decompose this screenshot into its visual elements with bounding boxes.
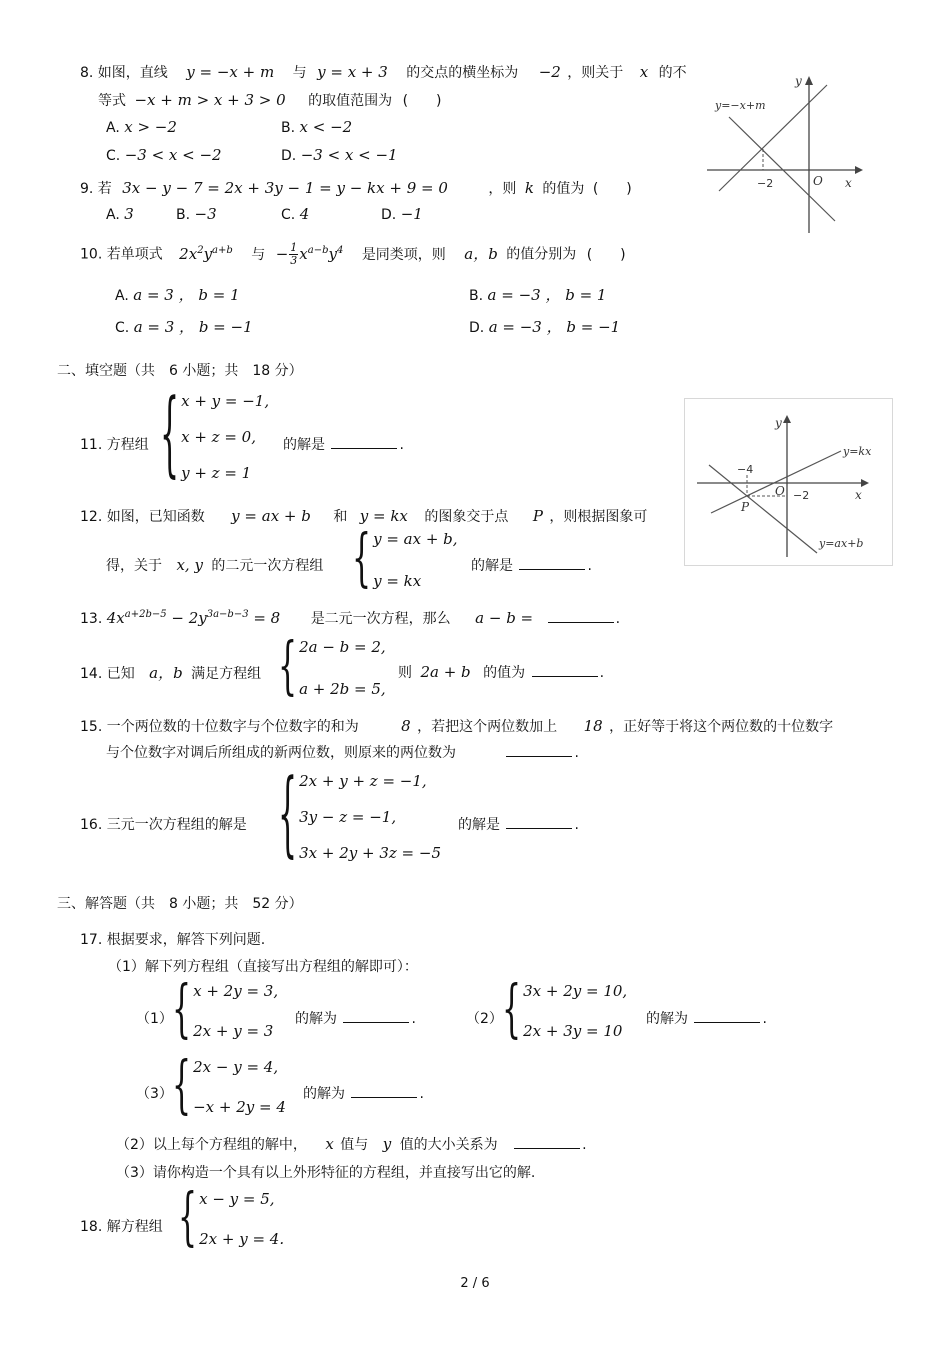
- section-3-title: 三、解答题（共 8 小题；共 52 分）: [57, 896, 303, 912]
- q11-system: { x + y = −1, x + z = 0, y + z = 1: [160, 392, 269, 482]
- q8-fig-y-label: y: [795, 74, 802, 88]
- q8-fig-line-label: y=−x+m: [715, 99, 766, 112]
- q9-option-d[interactable]: D. −1: [381, 205, 423, 223]
- q10-monomial-1: $2x^2y^{a+b}$: [179, 244, 233, 263]
- q15-line1: 15. 一个两位数的十位数字与个位数字的和为 8 ，若把这个两位数加上 18 ，正好等于将这个两位数的十位数字: [80, 717, 834, 735]
- q14-system: { 2a − b = 2, a + 2b = 5,: [278, 638, 386, 698]
- q13-answer-blank[interactable]: [548, 608, 614, 623]
- q17-s2-label: （2）: [466, 1011, 503, 1027]
- q12-line2: 得，关于 x, y 的二元一次方程组: [106, 556, 324, 574]
- q10-option-c[interactable]: C. a = 3 ， b = −1: [115, 318, 253, 336]
- q9-option-b[interactable]: B. −3: [176, 205, 217, 223]
- q12-line1: 12. 如图，已知函数 y = ax + b 和 y = kx 的图象交于点 P ，则根据图象可: [80, 507, 648, 525]
- q12-answer-blank[interactable]: [519, 555, 585, 570]
- q10-option-b[interactable]: B. a = −3 ， b = 1: [469, 286, 607, 304]
- q12-brace: {: [352, 522, 372, 596]
- q10-monomial-2: − $\frac{1}{3}$ $x^{a-b}y^4$: [275, 241, 344, 267]
- q12-fig-tick-y: −2: [793, 489, 810, 502]
- q8-figure: [697, 57, 871, 241]
- q8-eq1: y = −x + m: [186, 63, 275, 81]
- q8-eq2: y = x + 3: [317, 63, 388, 81]
- q12-figure: [684, 398, 893, 566]
- q10-stem: 10. 若单项式 $2x^2y^{a+b}$ 与 − $\frac{1}{3}$ $x^{a-b}y^4$ 是同类项，则 a，b 的值分别为 ( ): [80, 241, 626, 267]
- q13-stem: 13. $4x^{a+2b-5} - 2y^{3a-b-3} = 8$ 是二元一次方程，那么 a − b = .: [80, 609, 621, 627]
- q8-fig-origin: O: [813, 174, 823, 188]
- q16-stem: 16. 三元一次方程组的解是: [80, 817, 247, 833]
- q17-part1: （1）解下列方程组（直接写出方程组的解即可）：: [108, 959, 418, 975]
- q12-answer: 的解是 .: [471, 555, 592, 575]
- q8-fig-tick: −2: [757, 177, 774, 190]
- q17-part3: （3）请你构造一个具有以上外形特征的方程组，并直接写出它的解.: [116, 1165, 536, 1181]
- q11-brace: {: [160, 381, 180, 490]
- q18-stem: 18. 解方程组: [80, 1219, 163, 1235]
- q17-s2-answer: 的解为 .: [646, 1008, 767, 1028]
- q17-stem: 17. 根据要求，解答下列问题.: [80, 932, 266, 948]
- q17-s1-brace: {: [172, 973, 192, 1047]
- q8-inequality: −x + m > x + 3 > 0: [134, 91, 286, 109]
- q9-option-c[interactable]: C. 4: [281, 205, 310, 223]
- q10-fraction: $\frac{1}{3}$: [290, 241, 298, 267]
- q8-option-d[interactable]: D. −3 < x < −1: [281, 146, 398, 164]
- q9-option-a[interactable]: A. 3: [106, 205, 134, 223]
- q8-option-a[interactable]: A. x > −2: [106, 118, 177, 136]
- q8-line2: 等式 −x + m > x + 3 > 0 的取值范围为 ( ): [98, 91, 442, 109]
- page-number: 2 / 6: [460, 1276, 490, 1291]
- q8-line1: 8. 如图，直线 y = −x + m 与 y = x + 3 的交点的横坐标为 −2 ，则关于 x 的不: [80, 63, 687, 81]
- q13-equation: $4x^{a+2b-5} - 2y^{3a-b-3} = 8$: [106, 609, 281, 627]
- q10-option-d[interactable]: D. a = −3 ， b = −1: [469, 318, 621, 336]
- q12-fig-point-p: P: [741, 500, 750, 514]
- q16-brace: {: [278, 761, 298, 870]
- q10-option-a[interactable]: A. a = 3 ， b = 1: [115, 286, 240, 304]
- q8-option-c[interactable]: C. −3 < x < −2: [106, 146, 222, 164]
- q11-answer: 的解是 .: [283, 434, 404, 454]
- section-2-title: 二、填空题（共 6 小题；共 18 分）: [57, 363, 303, 379]
- q12-system: { y = ax + b, y = kx: [352, 530, 458, 590]
- q8-fig-x-label: x: [845, 176, 852, 190]
- q16-answer-blank[interactable]: [506, 814, 572, 829]
- q11-answer-blank[interactable]: [331, 434, 397, 449]
- q14-stem: 14. 已知 a，b 满足方程组: [80, 664, 262, 682]
- q17-part2: （2）以上每个方程组的解中， x 值与 y 值的大小关系为 .: [116, 1135, 587, 1153]
- q15-line2: 与个位数字对调后所组成的新两位数，则原来的两位数为 .: [106, 742, 579, 762]
- q14-brace: {: [278, 630, 298, 704]
- q17-s1-answer-blank[interactable]: [343, 1008, 409, 1023]
- q12-fig-origin: O: [775, 484, 785, 498]
- q12-fig-kx-label: y=kx: [843, 445, 872, 458]
- q16-answer: 的解是 .: [458, 814, 579, 834]
- q17-s1-label: （1）: [136, 1011, 173, 1027]
- q17-s3-answer-blank[interactable]: [351, 1083, 417, 1098]
- q12-fig-x-label: x: [855, 488, 862, 502]
- q17-s1-answer: 的解为 .: [295, 1008, 416, 1028]
- q17-s3-brace: {: [172, 1049, 192, 1123]
- q17-s1-system: { x + 2y = 3, 2x + y = 3: [172, 982, 278, 1040]
- q18-system: { x − y = 5, 2x + y = 4.: [178, 1190, 284, 1248]
- q17-s2-brace: {: [502, 973, 522, 1047]
- q12-fig-ax-label: y=ax+b: [819, 537, 864, 550]
- q17-s3-label: （3）: [136, 1086, 173, 1102]
- q12-fig-tick-x: −4: [737, 463, 754, 476]
- q17-s3-system: { 2x − y = 4, −x + 2y = 4: [172, 1058, 286, 1116]
- q17-s2-system: { 3x + 2y = 10, 2x + 3y = 10: [502, 982, 627, 1040]
- q14-answer: 则 2a + b 的值为 .: [398, 663, 605, 681]
- q17-s3-answer: 的解为 .: [303, 1083, 424, 1103]
- q17-s2-answer-blank[interactable]: [694, 1008, 760, 1023]
- q9-stem: 9. 若 3x − y − 7 = 2x + 3y − 1 = y − kx + 9 = 0 ，则 k 的值为 ( ): [80, 179, 632, 197]
- q12-fig-y-label: y: [775, 416, 782, 430]
- q9-equation: 3x − y − 7 = 2x + 3y − 1 = y − kx + 9 = 0: [122, 179, 448, 197]
- q17-part2-answer-blank[interactable]: [514, 1134, 580, 1149]
- q15-answer-blank[interactable]: [506, 742, 572, 757]
- q14-answer-blank[interactable]: [532, 662, 598, 677]
- q16-system: { 2x + y + z = −1, 3y − z = −1, 3x + 2y + 3z = −5: [278, 772, 441, 862]
- q8-option-b[interactable]: B. x < −2: [281, 118, 353, 136]
- q18-brace: {: [178, 1181, 198, 1255]
- q11-stem: 11. 方程组: [80, 437, 149, 453]
